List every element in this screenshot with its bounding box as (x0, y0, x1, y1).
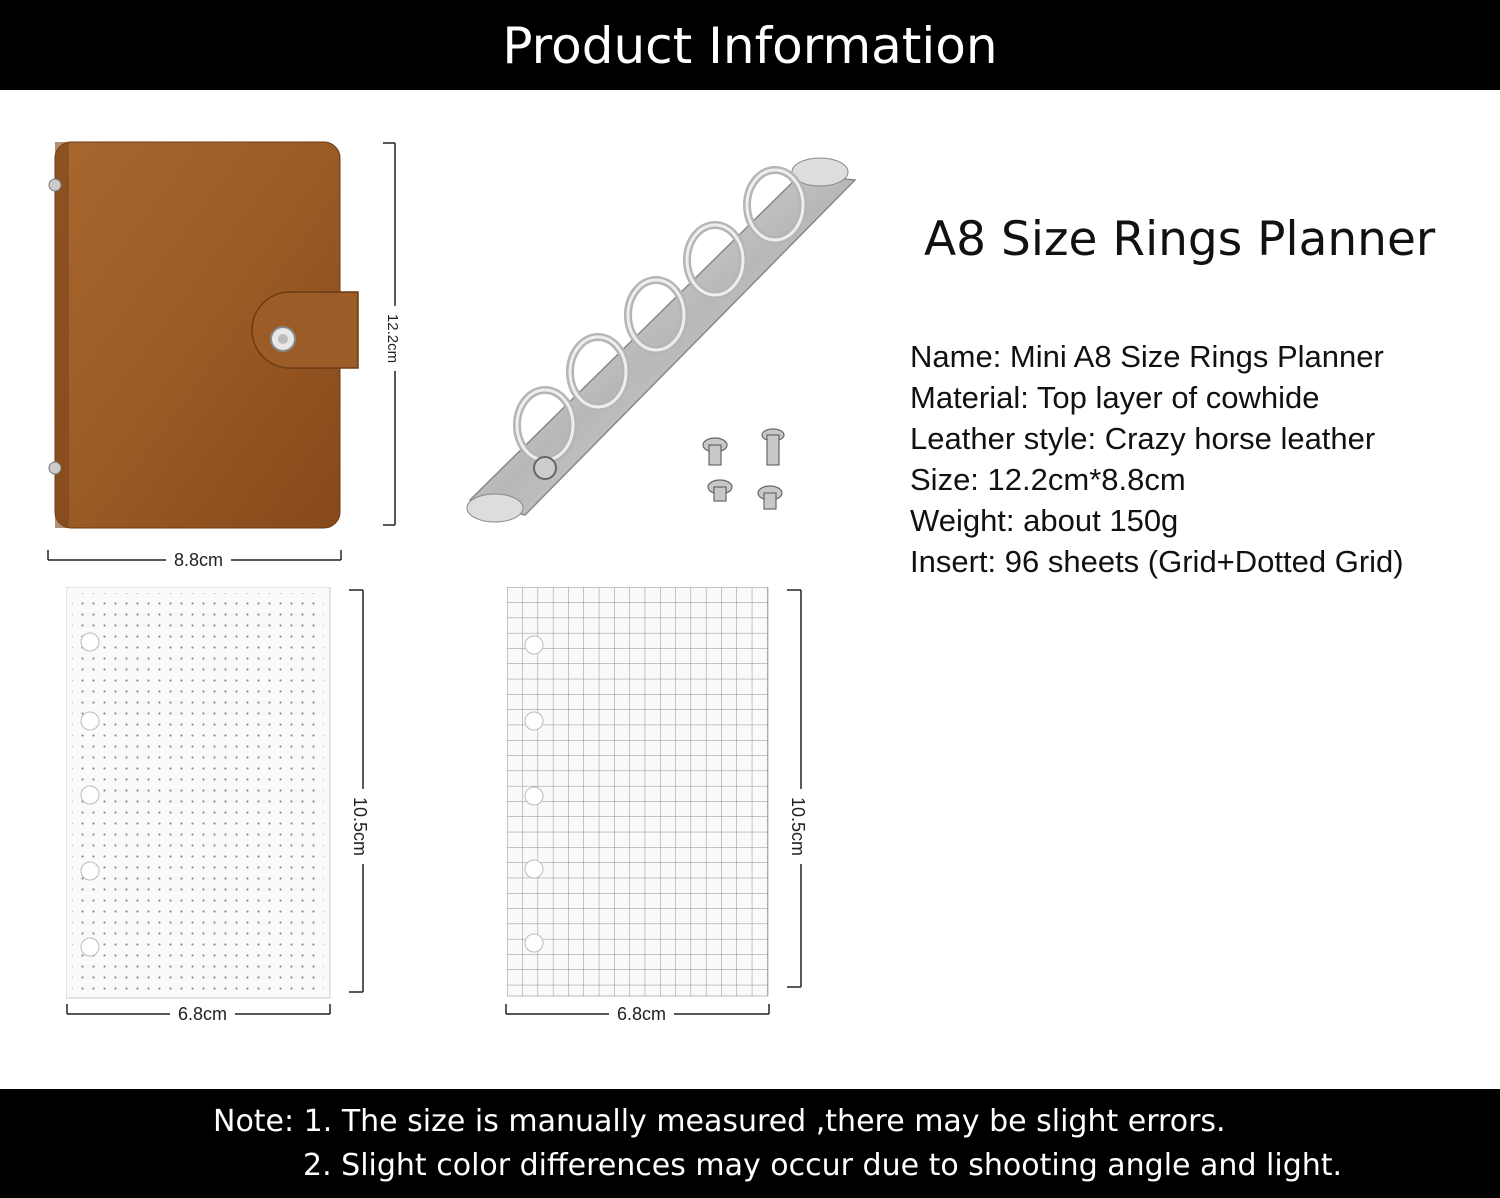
spec-name: Name: Mini A8 Size Rings Planner (910, 339, 1384, 374)
screw-icon (695, 425, 815, 525)
spec-leather-style: Leather style: Crazy horse leather (910, 421, 1376, 456)
ring-binder-icon (460, 150, 880, 550)
product-title: A8 Size Rings Planner (924, 212, 1436, 267)
page-title: Product Information (502, 17, 998, 75)
note-line-2: 2. Slight color differences may occur due to shooting angle and light. (303, 1148, 1343, 1183)
leather-planner-icon (40, 130, 370, 540)
spec-size: Size: 12.2cm*8.8cm (910, 462, 1186, 497)
dotted-height-label: 10.5cm (349, 789, 370, 864)
spec-insert: Insert: 96 sheets (Grid+Dotted Grid) (910, 544, 1404, 579)
grid-sheet-icon (507, 587, 769, 997)
spec-material: Material: Top layer of cowhide (910, 380, 1320, 415)
cover-width-label: 8.8cm (166, 550, 231, 571)
dotted-sheet-icon (66, 587, 331, 999)
spec-weight: Weight: about 150g (910, 503, 1179, 538)
dotted-width-label: 6.8cm (170, 1004, 235, 1025)
grid-height-label: 10.5cm (787, 789, 808, 864)
grid-width-label: 6.8cm (609, 1004, 674, 1025)
cover-height-label: 12.2cm (384, 306, 401, 371)
spec-list (910, 336, 1404, 582)
header-bar (0, 0, 1500, 90)
note-line-1: Note: 1. The size is manually measured ,there may be slight errors. (213, 1104, 1226, 1139)
